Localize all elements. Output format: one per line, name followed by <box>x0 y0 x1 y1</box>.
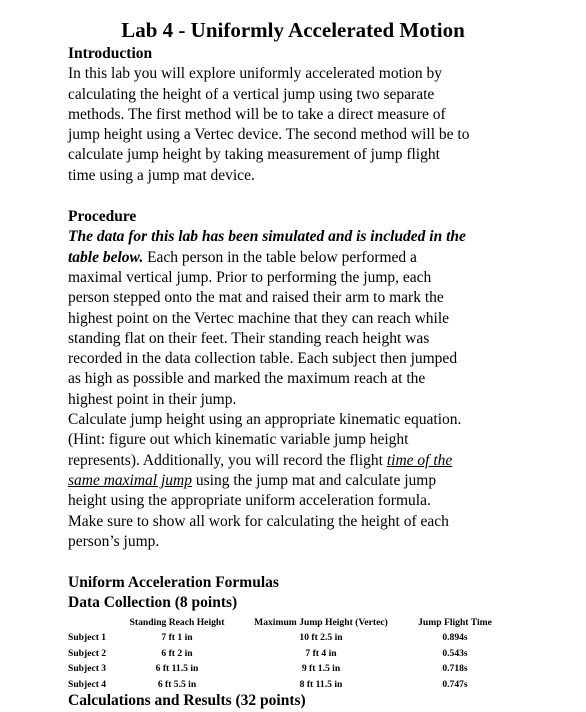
data-collection-heading: Data Collection (8 points) <box>68 594 238 612</box>
intro-line: jump height using a Vertec device. The second method will be to <box>68 126 470 144</box>
procedure-line: person’s jump. <box>68 532 160 550</box>
procedure-text: using the jump mat and calculate jump <box>192 471 437 489</box>
reach-cell: 6 ft 5.5 in <box>157 678 197 690</box>
table-row <box>68 646 504 662</box>
reach-cell: 7 ft 1 in <box>161 632 193 644</box>
procedure-line: Calculate jump height using an appropriate kinematic equation. <box>68 411 462 429</box>
column-header: Maximum Jump Height (Vertec) <box>254 616 388 628</box>
jump-cell: 7 ft 4 in <box>305 647 337 659</box>
procedure-line: Make sure to show all work for calculating the height of each <box>68 512 449 530</box>
table-row <box>68 630 504 646</box>
intro-line: calculate jump height by taking measurement of jump flight <box>68 146 440 164</box>
reach-cell: 6 ft 2 in <box>161 647 193 659</box>
page-title: Lab 4 - Uniformly Accelerated Motion <box>121 18 465 42</box>
procedure-paragraph <box>68 227 523 552</box>
procedure-line: (Hint: figure out which kinematic variable jump height <box>68 431 409 449</box>
procedure-heading: Procedure <box>68 208 137 226</box>
introduction-paragraph <box>68 64 523 186</box>
intro-line: time using a jump mat device. <box>68 166 255 184</box>
procedure-line: recorded in the data collection table. Each subject then jumped <box>68 350 458 368</box>
procedure-text: represents). Additionally, you will record the flight <box>68 451 387 469</box>
jump-cell: 10 ft 2.5 in <box>299 632 343 644</box>
procedure-line: person stepped onto the mat and raised their arm to mark the <box>68 289 444 307</box>
intro-line: calculating the height of a vertical jump using two separate <box>68 85 435 103</box>
procedure-line <box>68 248 523 268</box>
procedure-line: maximal vertical jump. Prior to performing the jump, each <box>68 268 432 286</box>
document-body <box>68 44 523 712</box>
reach-cell: 6 ft 11.5 in <box>155 663 199 675</box>
column-header: Jump Flight Time <box>418 616 492 628</box>
subject-cell: Subject 1 <box>68 632 107 644</box>
time-cell: 0.543s <box>442 647 468 659</box>
calculations-heading: Calculations and Results (32 points) <box>68 692 306 710</box>
procedure-line: highest point in their jump. <box>68 390 237 408</box>
procedure-underlined-text: time of the <box>386 451 453 469</box>
column-header <box>68 615 118 631</box>
procedure-line: highest point on the Vertec machine that they can reach while <box>68 309 450 327</box>
procedure-emphasis: table below. <box>68 248 144 266</box>
jump-cell: 8 ft 11.5 in <box>299 678 343 690</box>
procedure-underlined-text: same maximal jump <box>68 471 192 489</box>
intro-line: In this lab you will explore uniformly accelerated motion by <box>68 65 443 83</box>
intro-line: methods. The first method will be to take a direct measure of <box>68 105 446 123</box>
subject-cell: Subject 3 <box>68 663 107 675</box>
procedure-line <box>68 451 523 471</box>
procedure-line <box>68 471 523 491</box>
subject-cell: Subject 4 <box>68 678 107 690</box>
procedure-line: as high as possible and marked the maximum reach at the <box>68 370 426 388</box>
procedure-text: Each person in the table below performed a <box>143 248 417 266</box>
procedure-emphasis: The data for this lab has been simulated and is included in the <box>68 228 466 246</box>
data-collection-table <box>68 615 504 693</box>
table-header-row <box>68 615 504 631</box>
subject-cell: Subject 2 <box>68 647 107 659</box>
procedure-line <box>68 227 523 247</box>
introduction-heading: Introduction <box>68 45 153 62</box>
table-row <box>68 677 504 693</box>
column-header: Standing Reach Height <box>129 616 225 628</box>
formulas-heading: Uniform Acceleration Formulas <box>68 574 279 592</box>
table-row <box>68 661 504 677</box>
procedure-line: standing flat on their feet. Their standing reach height was <box>68 329 430 347</box>
time-cell: 0.894s <box>442 632 468 644</box>
time-cell: 0.747s <box>442 678 468 690</box>
jump-cell: 9 ft 1.5 in <box>301 663 341 675</box>
time-cell: 0.718s <box>442 663 468 675</box>
procedure-line: height using the appropriate uniform acceleration formula. <box>68 492 431 510</box>
